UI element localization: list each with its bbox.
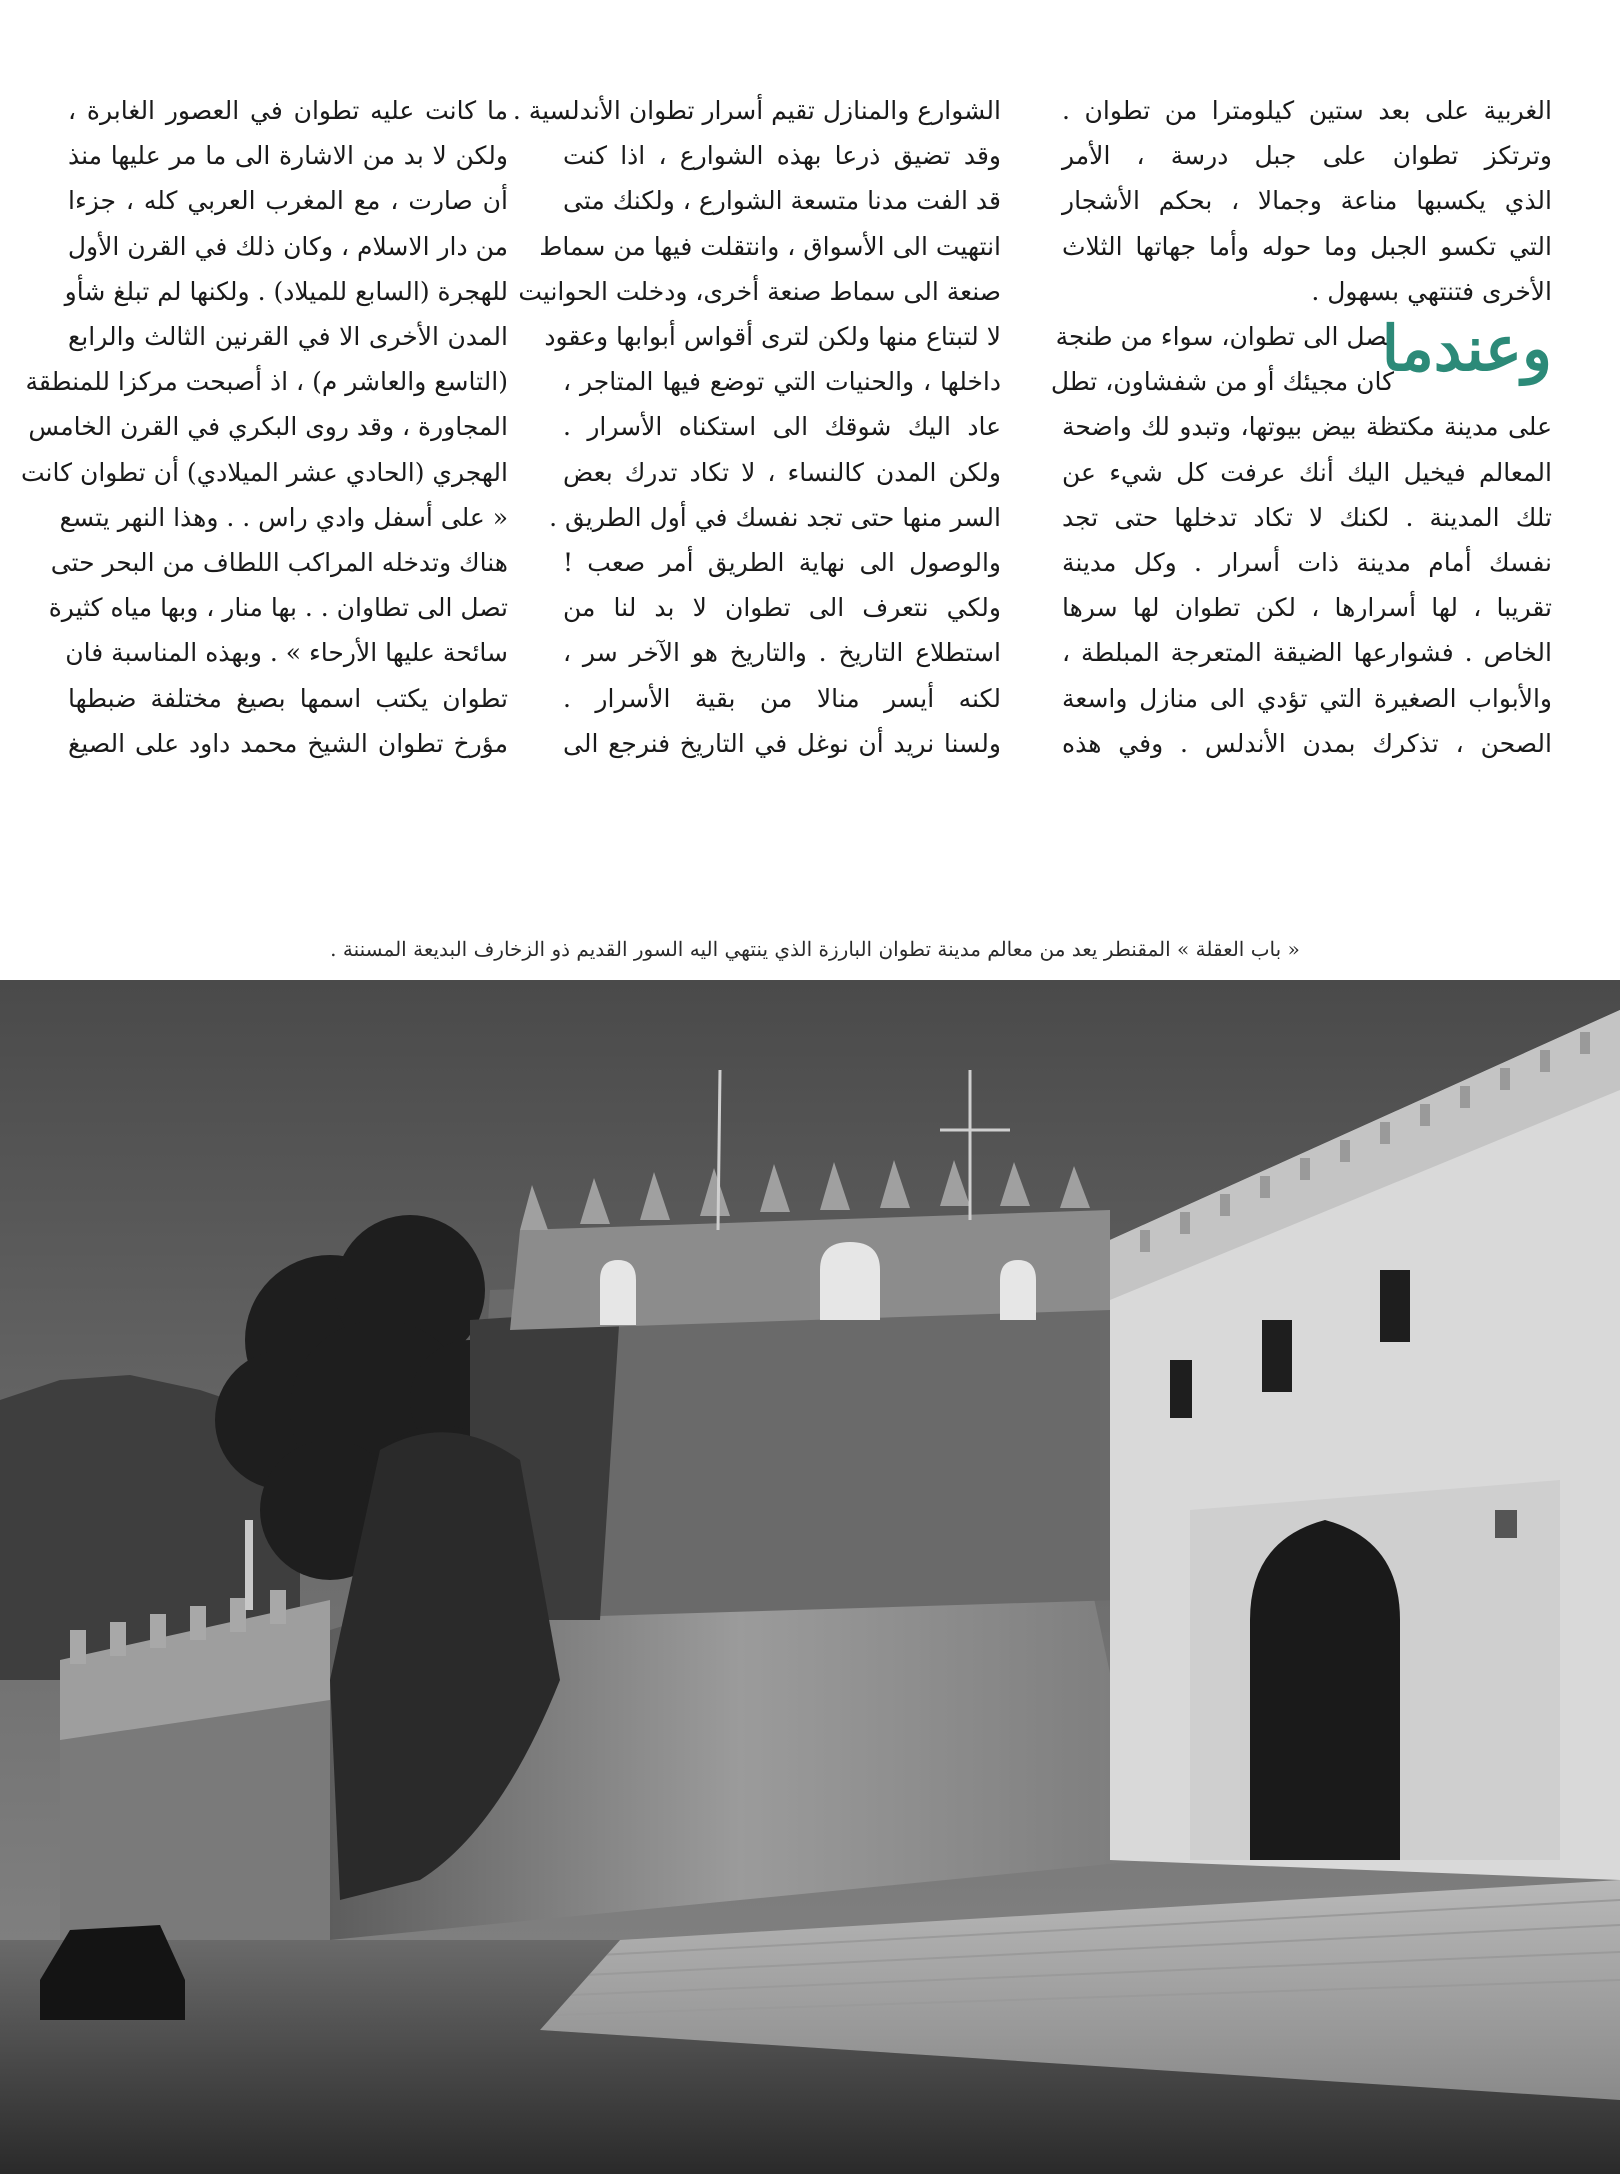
text-line: كان مجيئك أو من شفشاون، تطل bbox=[1050, 367, 1394, 397]
text-line: الهجري (الحادي عشر الميلادي) أن تطوان كانت bbox=[21, 457, 508, 487]
text-line: عاد اليك شوقك الى استكناه الأسرار . bbox=[563, 412, 1001, 442]
text-line: صنعة الى سماط صنعة أخرى، ودخلت الحوانيت bbox=[518, 276, 1001, 306]
text-line: تصل الى تطوان، سواء من طنجة bbox=[1055, 322, 1394, 352]
text-line: استطلاع التاريخ . والتاريخ هو الآخر سر ، bbox=[563, 638, 1001, 668]
text-line: تصل الى تطاوان . . بها منار ، وبها مياه كثيرة bbox=[48, 593, 508, 623]
text-line: وقد تضيق ذرعا بهذه الشوارع ، اذا كنت bbox=[563, 141, 1001, 171]
text-line: السر منها حتى تجد نفسك في أول الطريق . bbox=[549, 502, 1001, 532]
text-line: تقريبا ، لها أسرارها ، لكن تطوان لها سرها bbox=[1062, 593, 1552, 623]
text-line: التي تكسو الجبل وما حوله وأما جهاتها الثلاث bbox=[1062, 231, 1552, 261]
text-line: المعالم فيخيل اليك أنك عرفت كل شيء عن bbox=[1062, 457, 1552, 487]
gate-photograph bbox=[0, 980, 1620, 2174]
text-line: من دار الاسلام ، وكان ذلك في القرن الأول bbox=[67, 231, 508, 261]
text-line: الغربية على بعد ستين كيلومترا من تطوان . bbox=[1062, 96, 1552, 125]
article-column-right bbox=[1050, 88, 1552, 766]
text-line: المدن الأخرى الا في القرنين الثالث والرابع bbox=[68, 322, 508, 352]
text-line: لكنه أيسر منالا من بقية الأسرار . bbox=[563, 683, 1001, 713]
text-line: « على أسفل وادي راس . . وهذا النهر يتسع bbox=[59, 502, 508, 532]
text-line: ما كانت عليه تطوان في العصور الغابرة ، bbox=[68, 96, 508, 125]
dropcap-paragraph bbox=[1050, 312, 1552, 404]
text-line: ولكن لا بد من الاشارة الى ما مر عليها منذ bbox=[68, 141, 508, 171]
text-line: ولكي نتعرف الى تطوان لا بد لنا من bbox=[563, 593, 1001, 623]
text-line: سائحة عليها الأرحاء » . وبهذه المناسبة فان bbox=[65, 638, 508, 668]
text-line: على مدينة مكتظة بيض بيوتها، وتبدو لك واضحة bbox=[1062, 412, 1552, 442]
text-line: أن صارت ، مع المغرب العربي كله ، جزءا bbox=[68, 186, 508, 216]
text-line: لا لتبتاع منها ولكن لترى أقواس أبوابها وعقود bbox=[544, 322, 1001, 352]
text-line: الصحن ، تذكرك بمدن الأندلس . وفي هذه bbox=[1062, 728, 1552, 758]
text-line: قد الفت مدنا متسعة الشوارع ، ولكنك متى bbox=[563, 186, 1001, 216]
photo-caption: « باب العقلة » المقنطر يعد من معالم مدينة تطوان البارزة الذي ينتهي اليه السور القديم ذو الزخارف البديعة المسننة . bbox=[330, 937, 1300, 961]
paragraph-top bbox=[1062, 88, 1552, 314]
text-line: والوصول الى نهاية الطريق أمر صعب ! bbox=[563, 548, 1001, 578]
text-line: المجاورة ، وقد روى البكري في القرن الخامس bbox=[28, 412, 508, 442]
text-line: تطوان يكتب اسمها بصيغ مختلفة ضبطها bbox=[68, 683, 508, 713]
text-line: للهجرة (السابع للميلاد) . ولكنها لم تبلغ شأو bbox=[64, 276, 508, 306]
text-line: نفسك أمام مدينة ذات أسرار . وكل مدينة bbox=[1062, 548, 1552, 578]
text-line: داخلها ، والحنيات التي توضع فيها المتاجر ، bbox=[563, 367, 1001, 397]
left-wall-pole bbox=[245, 1520, 253, 1610]
gate-arch-opening bbox=[1250, 1520, 1400, 1860]
text-line: الخاص . فشوارعها الضيقة المتعرجة المبلطة ، bbox=[1062, 638, 1552, 668]
text-line: والأبواب الصغيرة التي تؤدي الى منازل واسعة bbox=[1062, 683, 1552, 713]
text-line: انتهيت الى الأسواق ، وانتقلت فيها من سماط bbox=[539, 231, 1001, 261]
text-line: ولكن المدن كالنساء ، لا تكاد تدرك بعض bbox=[563, 457, 1001, 487]
text-line: الأخرى فتنتهي بسهول . bbox=[1311, 276, 1552, 306]
article-column-left bbox=[21, 88, 508, 766]
paragraph-body bbox=[21, 88, 508, 766]
text-line: ولسنا نريد أن نوغل في التاريخ فنرجع الى bbox=[563, 728, 1001, 758]
gate-plaque bbox=[1495, 1510, 1517, 1538]
text-line: تلك المدينة . لكنك لا تكاد تدخلها حتى تجد bbox=[1062, 502, 1552, 532]
text-line: وترتكز تطوان على جبل درسة ، الأمر bbox=[1062, 141, 1552, 171]
text-line: الذي يكسبها مناعة وجمالا ، بحكم الأشجار bbox=[1062, 186, 1552, 216]
text-line: (التاسع والعاشر م) ، اذ أصبحت مركزا للمنطقة bbox=[25, 367, 508, 397]
text-line: مؤرخ تطوان الشيخ محمد داود على الصيغ bbox=[68, 728, 508, 758]
text-line: هناك وتدخله المراكب اللطاف من البحر حتى bbox=[50, 548, 508, 578]
dropcap-word: وعندما bbox=[1381, 312, 1552, 386]
paragraph-body bbox=[1062, 404, 1552, 766]
paragraph-body bbox=[512, 88, 1001, 766]
text-line: الشوارع والمنازل تقيم أسرار تطوان الأندلسية . bbox=[512, 96, 1001, 125]
article-column-middle bbox=[512, 88, 1001, 766]
